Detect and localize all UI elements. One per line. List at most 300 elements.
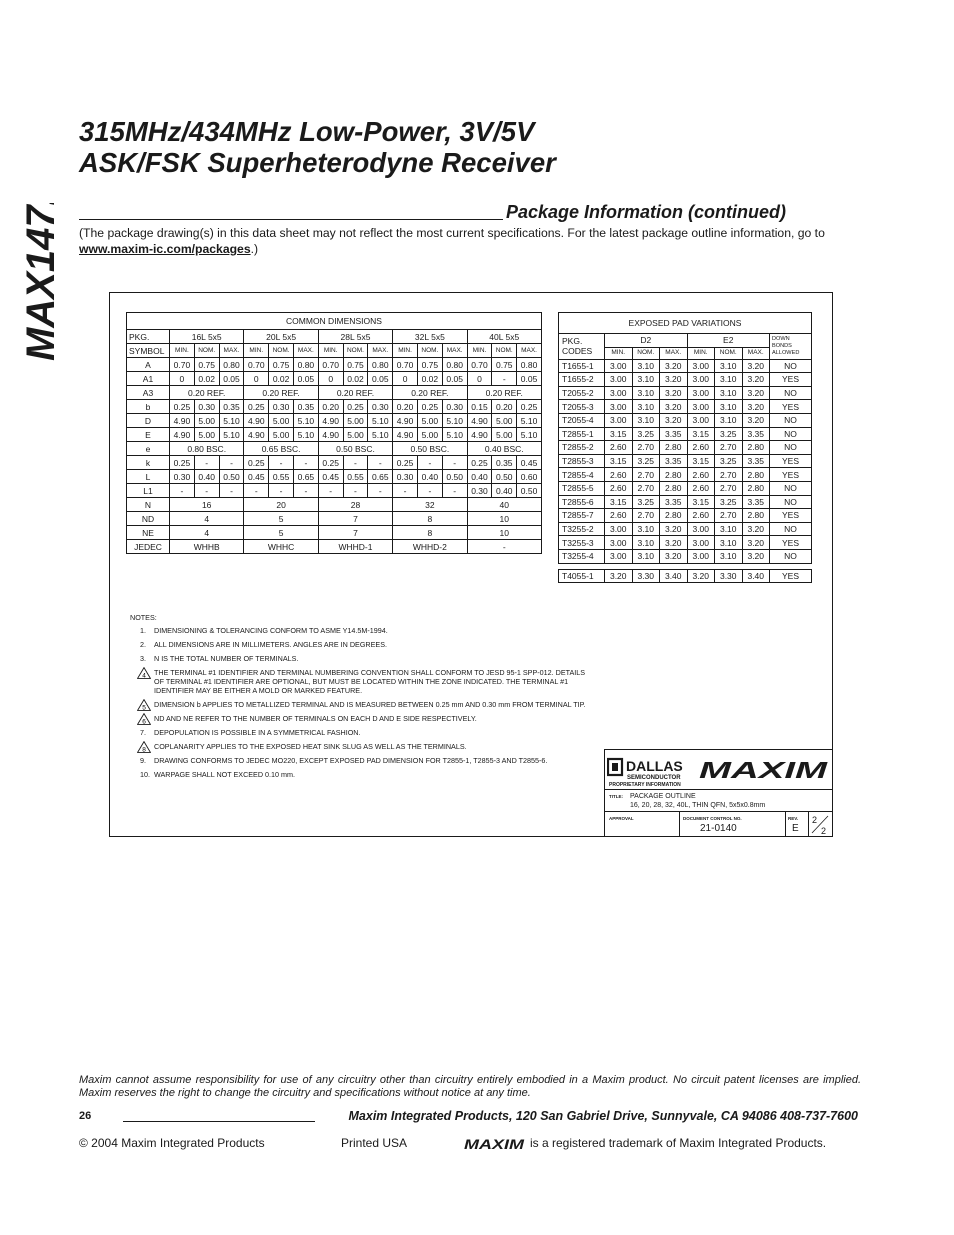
value-cell: 3.15 bbox=[687, 427, 715, 441]
title-block-logos bbox=[605, 750, 832, 790]
span-cell: 10 bbox=[467, 526, 541, 540]
note-item bbox=[130, 700, 590, 709]
pkg-code-cell: T2855-3 bbox=[559, 454, 605, 468]
sub-header: MIN. bbox=[393, 344, 418, 358]
sub-header: MAX. bbox=[442, 344, 467, 358]
span-cell: 0.50 BSC. bbox=[393, 442, 467, 456]
symbol-cell: A3 bbox=[127, 386, 170, 400]
sub-header: NOM. bbox=[194, 344, 219, 358]
value-cell: 3.15 bbox=[687, 454, 715, 468]
note-item bbox=[130, 640, 590, 649]
value-cell: 5.10 bbox=[442, 428, 467, 442]
value-cell: 3.00 bbox=[605, 413, 633, 427]
value-cell: 3.00 bbox=[605, 359, 633, 373]
value-cell: 3.00 bbox=[687, 536, 715, 550]
symbol-cell: b bbox=[127, 400, 170, 414]
footer-address-line bbox=[79, 1108, 861, 1124]
value-cell: 0.30 bbox=[269, 400, 294, 414]
sub-header: MIN. bbox=[318, 344, 343, 358]
pkg-code-cell: T2055-4 bbox=[559, 413, 605, 427]
dallas-name: DALLAS bbox=[626, 758, 683, 774]
value-cell: 2.70 bbox=[632, 481, 660, 495]
table-row bbox=[127, 484, 542, 498]
value-cell: 5.00 bbox=[194, 428, 219, 442]
span-cell: 10 bbox=[467, 512, 541, 526]
value-cell: 4.90 bbox=[467, 414, 492, 428]
value-cell: NO bbox=[770, 522, 812, 536]
value-cell: 0.80 bbox=[368, 358, 393, 372]
value-cell: 0.20 bbox=[393, 400, 418, 414]
table-row bbox=[127, 512, 542, 526]
note-text: DRAWING CONFORMS TO JEDEC MO220, EXCEPT EXPOSED PAD DIMENSION FOR T2855-1, T2855-3 AND T2855-6. bbox=[154, 756, 548, 765]
sub-header: MAX. bbox=[293, 344, 318, 358]
note-text: ND AND NE REFER TO THE NUMBER OF TERMINALS ON EACH D AND E SIDE RESPECTIVELY. bbox=[154, 714, 477, 723]
value-cell: 0.55 bbox=[269, 470, 294, 484]
symbol-cell: k bbox=[127, 456, 170, 470]
note-item bbox=[130, 770, 590, 779]
value-cell: 3.15 bbox=[605, 454, 633, 468]
packages-link[interactable]: www.maxim-ic.com/packages bbox=[79, 242, 251, 256]
value-cell: 5.10 bbox=[517, 428, 542, 442]
title-line-2: ASK/FSK Superheterodyne Receiver bbox=[79, 147, 556, 178]
value-cell: 0.70 bbox=[467, 358, 492, 372]
span-cell: 5 bbox=[244, 526, 318, 540]
note-mark: 10. bbox=[140, 770, 150, 779]
value-cell: 4.90 bbox=[318, 428, 343, 442]
value-cell: - bbox=[368, 456, 393, 470]
value-cell: 0 bbox=[170, 372, 195, 386]
value-cell: 0.50 bbox=[442, 470, 467, 484]
value-cell: 0.30 bbox=[170, 470, 195, 484]
table-row bbox=[559, 536, 812, 550]
value-cell: 0.30 bbox=[442, 400, 467, 414]
pkg-code-cell: T4055-1 bbox=[559, 569, 605, 583]
value-cell: 3.25 bbox=[632, 454, 660, 468]
sub-header: NOM. bbox=[417, 344, 442, 358]
sheet-number: 2 bbox=[812, 815, 818, 825]
doc-control-number: 21-0140 bbox=[700, 823, 737, 834]
title-line-1: 315MHz/434MHz Low-Power, 3V/5V bbox=[79, 116, 535, 147]
value-cell: 3.20 bbox=[660, 413, 688, 427]
e2-header: E2 bbox=[687, 334, 770, 348]
value-cell: 3.20 bbox=[742, 536, 770, 550]
value-cell: 2.80 bbox=[660, 441, 688, 455]
value-cell: 4.90 bbox=[170, 414, 195, 428]
value-cell: NO bbox=[770, 413, 812, 427]
pkg-code-cell: T3255-2 bbox=[559, 522, 605, 536]
value-cell: 3.00 bbox=[687, 400, 715, 414]
span-cell: WHHD-1 bbox=[318, 540, 392, 554]
table-row bbox=[559, 468, 812, 482]
value-cell: 5.10 bbox=[517, 414, 542, 428]
notes bbox=[130, 613, 590, 784]
value-cell: 3.20 bbox=[742, 400, 770, 414]
note-mark: 8 bbox=[142, 746, 146, 753]
value-cell: 3.00 bbox=[605, 522, 633, 536]
pkg-code-cell: T1655-2 bbox=[559, 373, 605, 387]
span-cell: 0.20 REF. bbox=[244, 386, 318, 400]
value-cell: 2.70 bbox=[632, 468, 660, 482]
span-cell: 0.20 REF. bbox=[467, 386, 541, 400]
value-cell: 3.00 bbox=[605, 549, 633, 563]
pkg-code-cell: T2855-6 bbox=[559, 495, 605, 509]
dims-package-row bbox=[127, 330, 542, 344]
value-cell: 2.70 bbox=[715, 441, 743, 455]
value-cell: 4.90 bbox=[244, 428, 269, 442]
maxim-logo-text: MAXIM bbox=[699, 759, 829, 781]
note-triangle-icon bbox=[137, 699, 151, 711]
value-cell: 0.75 bbox=[269, 358, 294, 372]
value-cell: 3.00 bbox=[687, 359, 715, 373]
printed-usa: Printed USA bbox=[341, 1136, 408, 1150]
note-mark: 7. bbox=[140, 728, 146, 737]
value-cell: 2.80 bbox=[660, 468, 688, 482]
value-cell: 2.70 bbox=[715, 468, 743, 482]
table-row bbox=[559, 481, 812, 495]
value-cell: 3.10 bbox=[632, 536, 660, 550]
value-cell: NO bbox=[770, 481, 812, 495]
note-mark: 4 bbox=[142, 672, 146, 679]
sub-header: NOM. bbox=[269, 344, 294, 358]
rev-label: REV. bbox=[788, 816, 799, 821]
table-row bbox=[559, 509, 812, 523]
note-text: WARPAGE SHALL NOT EXCEED 0.10 mm. bbox=[154, 770, 295, 779]
value-cell: 3.20 bbox=[660, 522, 688, 536]
value-cell: 3.20 bbox=[660, 400, 688, 414]
value-cell: 0.25 bbox=[517, 400, 542, 414]
trademark-text: is a registered trademark of Maxim Integrated Products. bbox=[530, 1136, 827, 1150]
value-cell: 0.40 bbox=[194, 470, 219, 484]
value-cell: 3.10 bbox=[632, 373, 660, 387]
value-cell: 0 bbox=[318, 372, 343, 386]
span-cell: 20 bbox=[244, 498, 318, 512]
value-cell: 0.35 bbox=[492, 456, 517, 470]
value-cell: 3.10 bbox=[715, 373, 743, 387]
value-cell: 2.70 bbox=[632, 441, 660, 455]
value-cell: 0.70 bbox=[244, 358, 269, 372]
note-item bbox=[130, 668, 590, 695]
drawing-title-block bbox=[604, 749, 833, 837]
symbol-cell: A1 bbox=[127, 372, 170, 386]
table-row bbox=[559, 386, 812, 400]
sub-header: NOM. bbox=[492, 344, 517, 358]
value-cell: 3.20 bbox=[742, 359, 770, 373]
sub-header: MIN. bbox=[605, 347, 633, 359]
value-cell: 3.20 bbox=[605, 569, 633, 583]
note-triangle-icon bbox=[137, 713, 151, 725]
page-number: 26 bbox=[79, 1110, 92, 1122]
pkg-code-cell: T2055-3 bbox=[559, 400, 605, 414]
pkg-code-cell: T2055-2 bbox=[559, 386, 605, 400]
symbol-cell: JEDEC bbox=[127, 540, 170, 554]
span-cell: 0.20 REF. bbox=[393, 386, 467, 400]
intro-text: (The package drawing(s) in this data sheet may not reflect the most current specifications. For the latest package outline information, go to bbox=[79, 226, 825, 240]
value-cell: 0.70 bbox=[393, 358, 418, 372]
value-cell: 5.10 bbox=[293, 414, 318, 428]
value-cell: 5.10 bbox=[293, 428, 318, 442]
side-title-text: MAX1471 bbox=[19, 203, 63, 361]
table-row bbox=[127, 358, 542, 372]
value-cell: 0.25 bbox=[343, 400, 368, 414]
title-block-title-row bbox=[605, 790, 832, 812]
symbol-cell: e bbox=[127, 442, 170, 456]
value-cell: 0.25 bbox=[467, 456, 492, 470]
value-cell: 0.80 bbox=[517, 358, 542, 372]
value-cell: 0.15 bbox=[467, 400, 492, 414]
table-row bbox=[127, 400, 542, 414]
value-cell: 2.60 bbox=[605, 441, 633, 455]
value-cell: 0.30 bbox=[368, 400, 393, 414]
value-cell: 2.60 bbox=[687, 481, 715, 495]
value-cell: 0.25 bbox=[244, 400, 269, 414]
value-cell: 3.10 bbox=[632, 359, 660, 373]
value-cell: 2.60 bbox=[687, 509, 715, 523]
package-header: 28L 5x5 bbox=[318, 330, 392, 344]
sub-header: NOM. bbox=[343, 344, 368, 358]
value-cell: - bbox=[269, 484, 294, 498]
note-mark: 6 bbox=[142, 718, 146, 725]
sub-header: MIN. bbox=[244, 344, 269, 358]
value-cell: 3.00 bbox=[687, 386, 715, 400]
table-row bbox=[127, 442, 542, 456]
value-cell: 3.10 bbox=[715, 413, 743, 427]
value-cell: - bbox=[170, 484, 195, 498]
value-cell: 3.00 bbox=[687, 373, 715, 387]
sub-header: MIN. bbox=[687, 347, 715, 359]
doc-control-label: DOCUMENT CONTROL NO. bbox=[683, 816, 742, 821]
value-cell: YES bbox=[770, 400, 812, 414]
value-cell: 0.70 bbox=[170, 358, 195, 372]
pkg-code-cell: T3255-4 bbox=[559, 549, 605, 563]
symbol-label: SYMBOL bbox=[127, 344, 170, 358]
value-cell: 3.20 bbox=[742, 522, 770, 536]
footer-rule bbox=[123, 1121, 315, 1122]
value-cell: 0.60 bbox=[517, 470, 542, 484]
table-row bbox=[559, 359, 812, 373]
sheet-total: 2 bbox=[821, 826, 827, 836]
note-text: DIMENSIONING & TOLERANCING CONFORM TO ASME Y14.5M-1994. bbox=[154, 626, 388, 635]
value-cell: - bbox=[219, 456, 244, 470]
sub-header: MIN. bbox=[467, 344, 492, 358]
table-row bbox=[127, 526, 542, 540]
pkg-codes-label: PKG. CODES bbox=[559, 334, 605, 360]
copyright: © 2004 Maxim Integrated Products bbox=[79, 1136, 265, 1150]
span-cell: 0.65 BSC. bbox=[244, 442, 318, 456]
note-mark: 1. bbox=[140, 626, 146, 635]
value-cell: 0 bbox=[467, 372, 492, 386]
pkg-code-cell: T2855-1 bbox=[559, 427, 605, 441]
dallas-sub: SEMICONDUCTOR bbox=[627, 775, 681, 781]
value-cell: 5.00 bbox=[417, 428, 442, 442]
dims-caption-row bbox=[127, 313, 542, 330]
table-row bbox=[559, 427, 812, 441]
intro-end: .) bbox=[250, 242, 259, 256]
value-cell: 3.00 bbox=[687, 522, 715, 536]
span-cell: 32 bbox=[393, 498, 467, 512]
sub-header: NOM. bbox=[715, 347, 743, 359]
disclaimer: Maxim cannot assume responsibility for use of any circuitry other than circuitry entirely embodied in a Maxim product. No circuit patent licenses are implied. Maxim reserves the right to change the circuitry and specifications without notice at any time. bbox=[79, 1074, 861, 1099]
value-cell: 3.15 bbox=[605, 427, 633, 441]
pad-caption-row bbox=[559, 313, 812, 334]
note-text: N IS THE TOTAL NUMBER OF TERMINALS. bbox=[154, 654, 299, 663]
divider bbox=[679, 812, 680, 837]
maxim-logo bbox=[697, 759, 829, 781]
value-cell: 3.30 bbox=[715, 569, 743, 583]
value-cell: 2.80 bbox=[660, 509, 688, 523]
symbol-cell: NE bbox=[127, 526, 170, 540]
value-cell: 0.35 bbox=[293, 400, 318, 414]
value-cell: 3.25 bbox=[632, 495, 660, 509]
value-cell: - bbox=[417, 484, 442, 498]
value-cell: 3.10 bbox=[632, 522, 660, 536]
table-row bbox=[559, 400, 812, 414]
value-cell: 2.60 bbox=[605, 468, 633, 482]
table-row bbox=[127, 372, 542, 386]
value-cell: 2.80 bbox=[660, 481, 688, 495]
table-row bbox=[127, 470, 542, 484]
document-title bbox=[79, 116, 859, 178]
value-cell: 3.35 bbox=[742, 454, 770, 468]
table-row bbox=[559, 441, 812, 455]
pkg-code-cell: T2855-4 bbox=[559, 468, 605, 482]
sub-header: MAX. bbox=[742, 347, 770, 359]
value-cell: 0.05 bbox=[219, 372, 244, 386]
value-cell: 5.00 bbox=[343, 414, 368, 428]
value-cell: NO bbox=[770, 549, 812, 563]
value-cell: 3.10 bbox=[715, 400, 743, 414]
value-cell: 3.20 bbox=[742, 386, 770, 400]
note-triangle-icon bbox=[137, 667, 151, 679]
value-cell: 0.02 bbox=[343, 372, 368, 386]
value-cell: 3.20 bbox=[660, 373, 688, 387]
span-cell: WHHB bbox=[170, 540, 244, 554]
table-row bbox=[559, 495, 812, 509]
value-cell: 3.10 bbox=[715, 522, 743, 536]
value-cell: 0.45 bbox=[244, 470, 269, 484]
value-cell: 3.15 bbox=[605, 495, 633, 509]
symbol-cell: D bbox=[127, 414, 170, 428]
divider bbox=[785, 812, 786, 837]
company-address: Maxim Integrated Products, 120 San Gabriel Drive, Sunnyvale, CA 94086 408-737-7600 bbox=[348, 1109, 858, 1123]
value-cell: 0.25 bbox=[417, 400, 442, 414]
value-cell: 3.15 bbox=[687, 495, 715, 509]
value-cell: NO bbox=[770, 427, 812, 441]
symbol-cell: E bbox=[127, 428, 170, 442]
value-cell: YES bbox=[770, 454, 812, 468]
sub-header: MAX. bbox=[219, 344, 244, 358]
note-mark: 5 bbox=[142, 704, 146, 711]
value-cell: 2.70 bbox=[715, 509, 743, 523]
span-cell: 4 bbox=[170, 526, 244, 540]
section-heading: Package Information (continued) bbox=[506, 202, 787, 222]
value-cell: 0.50 bbox=[219, 470, 244, 484]
span-cell: 0.20 REF. bbox=[170, 386, 244, 400]
value-cell: 3.40 bbox=[742, 569, 770, 583]
value-cell: 3.00 bbox=[687, 413, 715, 427]
value-cell: 0.02 bbox=[417, 372, 442, 386]
value-cell: 2.60 bbox=[687, 441, 715, 455]
symbol-cell: L bbox=[127, 470, 170, 484]
value-cell: 3.10 bbox=[632, 386, 660, 400]
table-row bbox=[127, 498, 542, 512]
value-cell: 0.30 bbox=[467, 484, 492, 498]
pkg-code-cell: T1655-1 bbox=[559, 359, 605, 373]
package-header: 32L 5x5 bbox=[393, 330, 467, 344]
table-row bbox=[559, 454, 812, 468]
value-cell: 5.10 bbox=[219, 428, 244, 442]
value-cell: NO bbox=[770, 441, 812, 455]
value-cell: 4.90 bbox=[318, 414, 343, 428]
value-cell: - bbox=[417, 456, 442, 470]
table-row bbox=[127, 414, 542, 428]
table-row bbox=[127, 428, 542, 442]
value-cell: - bbox=[442, 456, 467, 470]
value-cell: 3.20 bbox=[687, 569, 715, 583]
dims-caption: COMMON DIMENSIONS bbox=[127, 313, 542, 330]
value-cell: 0.55 bbox=[343, 470, 368, 484]
table-row bbox=[127, 456, 542, 470]
table-row bbox=[559, 413, 812, 427]
value-cell: 2.70 bbox=[715, 481, 743, 495]
intro-paragraph bbox=[79, 225, 861, 257]
table-row bbox=[559, 373, 812, 387]
value-cell: YES bbox=[770, 468, 812, 482]
value-cell: 0.40 bbox=[492, 484, 517, 498]
value-cell: 2.60 bbox=[605, 481, 633, 495]
sheet-fraction bbox=[809, 813, 831, 836]
value-cell: - bbox=[293, 456, 318, 470]
value-cell: 5.00 bbox=[269, 428, 294, 442]
value-cell: - bbox=[318, 484, 343, 498]
sub-header: MAX. bbox=[368, 344, 393, 358]
approval-label: APPROVAL bbox=[609, 816, 634, 821]
span-cell: WHHC bbox=[244, 540, 318, 554]
note-item bbox=[130, 756, 590, 765]
value-cell: 3.00 bbox=[605, 536, 633, 550]
note-item bbox=[130, 742, 590, 751]
footer-copyright-line bbox=[79, 1136, 861, 1152]
note-text: DIMENSION b APPLIES TO METALLIZED TERMINAL AND IS MEASURED BETWEEN 0.25 mm AND 0.30 mm FROM TERMINAL TIP. bbox=[154, 700, 586, 709]
value-cell: 3.10 bbox=[715, 549, 743, 563]
span-cell: 16 bbox=[170, 498, 244, 512]
value-cell: 2.60 bbox=[605, 509, 633, 523]
value-cell: 2.70 bbox=[632, 509, 660, 523]
value-cell: 3.10 bbox=[632, 400, 660, 414]
note-item bbox=[130, 654, 590, 663]
value-cell: 3.10 bbox=[715, 359, 743, 373]
value-cell: YES bbox=[770, 536, 812, 550]
package-header: 20L 5x5 bbox=[244, 330, 318, 344]
value-cell: - bbox=[442, 484, 467, 498]
value-cell: YES bbox=[770, 509, 812, 523]
value-cell: 0.80 bbox=[293, 358, 318, 372]
value-cell: 0.45 bbox=[517, 456, 542, 470]
value-cell: 3.30 bbox=[632, 569, 660, 583]
value-cell: 0.25 bbox=[170, 456, 195, 470]
span-cell: WHHD-2 bbox=[393, 540, 467, 554]
span-cell: 0.50 BSC. bbox=[318, 442, 392, 456]
value-cell: 4.90 bbox=[467, 428, 492, 442]
note-mark: 9. bbox=[140, 756, 146, 765]
value-cell: NO bbox=[770, 359, 812, 373]
value-cell: 2.80 bbox=[742, 468, 770, 482]
value-cell: 0.50 bbox=[492, 470, 517, 484]
table-row bbox=[559, 522, 812, 536]
d2-header: D2 bbox=[605, 334, 688, 348]
value-cell: 3.35 bbox=[742, 495, 770, 509]
span-cell: 0.20 REF. bbox=[318, 386, 392, 400]
value-cell: 3.35 bbox=[660, 427, 688, 441]
